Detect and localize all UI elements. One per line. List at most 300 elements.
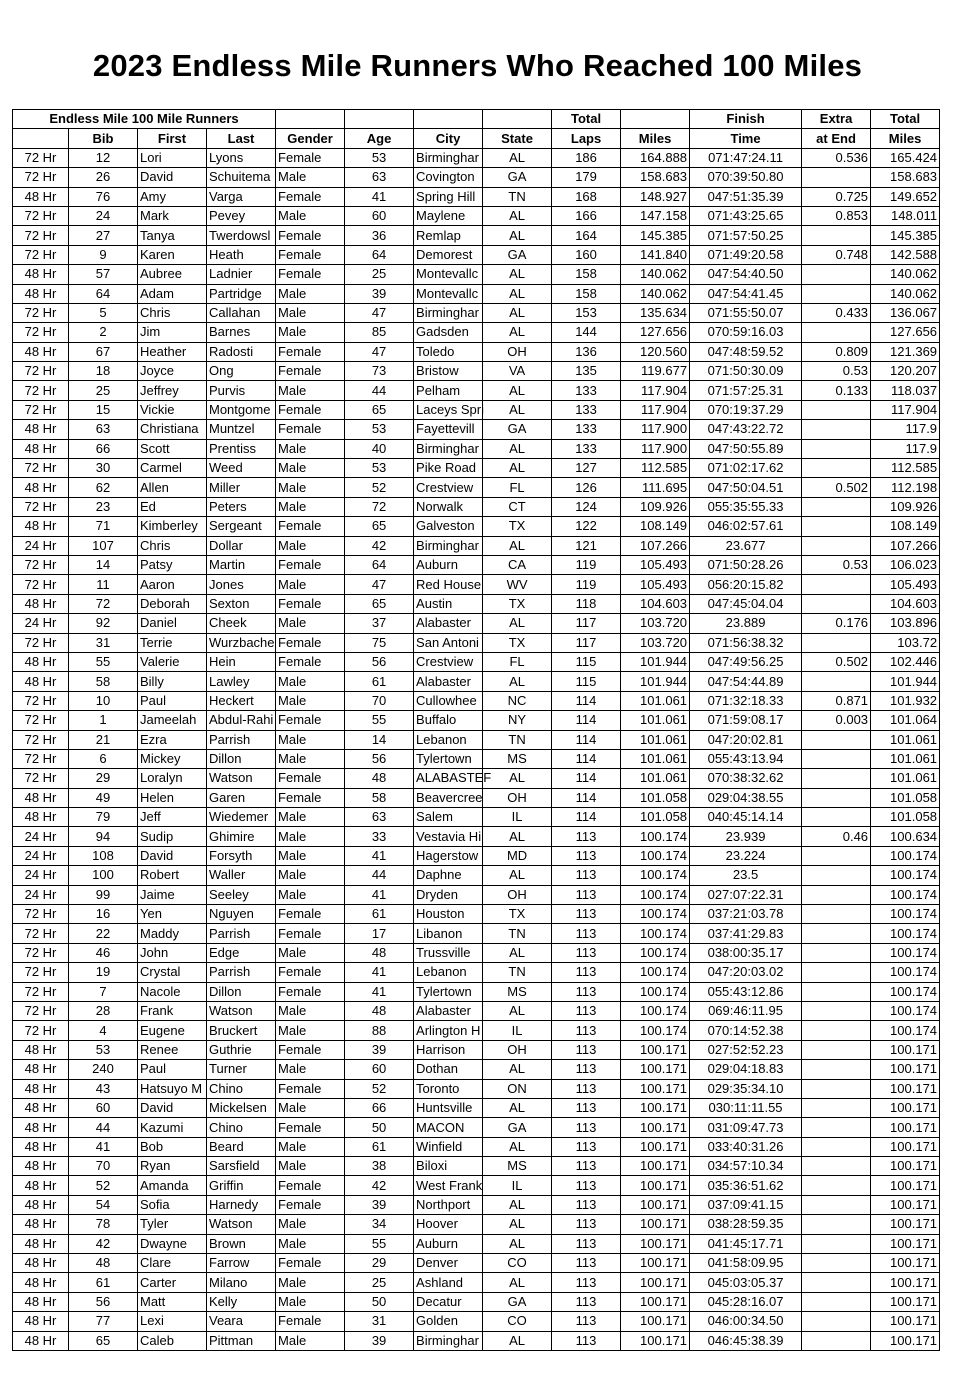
- cell-extra: [802, 963, 871, 982]
- cell-city: Alabaster: [414, 614, 483, 633]
- cell-age: 48: [345, 943, 414, 962]
- cell-city: Tylertown: [414, 749, 483, 768]
- cell-city: Cullowhee: [414, 691, 483, 710]
- cell-time: 071:50:28.26: [690, 555, 802, 574]
- cell-miles: 164.888: [621, 148, 690, 167]
- cell-first: Aaron: [138, 575, 207, 594]
- cell-first: Bob: [138, 1137, 207, 1156]
- cell-age: 39: [345, 1331, 414, 1350]
- cell-total-miles: 121.369: [871, 342, 940, 361]
- cell-laps: 113: [552, 905, 621, 924]
- table-row: [13, 439, 940, 458]
- cell-state: FL: [483, 478, 552, 497]
- cell-age: 70: [345, 691, 414, 710]
- cell-extra: [802, 265, 871, 284]
- cell-extra: [802, 1118, 871, 1137]
- cell-laps: 126: [552, 478, 621, 497]
- cell-gender: Male: [276, 439, 345, 458]
- cell-bib: 67: [69, 342, 138, 361]
- cell-bib: 100: [69, 866, 138, 885]
- cell-total-miles: 100.174: [871, 866, 940, 885]
- cell-state: AL: [483, 323, 552, 342]
- cell-first: Chris: [138, 303, 207, 322]
- table-row: [13, 459, 940, 478]
- cell-time: 047:54:44.89: [690, 672, 802, 691]
- cell-first: Carter: [138, 1273, 207, 1292]
- cell-event: 48 Hr: [13, 1060, 69, 1079]
- cell-city: Toledo: [414, 342, 483, 361]
- cell-first: Deborah: [138, 594, 207, 613]
- cell-total-miles: 117.904: [871, 400, 940, 419]
- cell-time: 047:20:03.02: [690, 963, 802, 982]
- cell-age: 41: [345, 963, 414, 982]
- cell-state: AL: [483, 226, 552, 245]
- cell-bib: 65: [69, 1331, 138, 1350]
- cell-bib: 99: [69, 885, 138, 904]
- cell-event: 72 Hr: [13, 381, 69, 400]
- cell-time: 070:14:52.38: [690, 1021, 802, 1040]
- cell-laps: 113: [552, 1021, 621, 1040]
- cell-laps: 121: [552, 536, 621, 555]
- table-header: [13, 110, 940, 149]
- table-row: [13, 866, 940, 885]
- cell-age: 53: [345, 148, 414, 167]
- cell-bib: 7: [69, 982, 138, 1001]
- cell-last: Sergeant: [207, 517, 276, 536]
- cell-event: 48 Hr: [13, 1254, 69, 1273]
- cell-extra: 0.502: [802, 478, 871, 497]
- table-row: [13, 1060, 940, 1079]
- cell-age: 85: [345, 323, 414, 342]
- cell-state: TN: [483, 924, 552, 943]
- cell-total-miles: 142.588: [871, 245, 940, 264]
- cell-gender: Male: [276, 1137, 345, 1156]
- cell-total-miles: 100.171: [871, 1079, 940, 1098]
- cell-extra: 0.133: [802, 381, 871, 400]
- cell-city: Birminghar: [414, 439, 483, 458]
- cell-laps: 113: [552, 963, 621, 982]
- cell-city: Vestavia Hi: [414, 827, 483, 846]
- cell-state: AL: [483, 400, 552, 419]
- cell-event: 72 Hr: [13, 400, 69, 419]
- cell-age: 52: [345, 1079, 414, 1098]
- cell-first: Ryan: [138, 1157, 207, 1176]
- cell-extra: [802, 905, 871, 924]
- cell-miles: 105.493: [621, 555, 690, 574]
- cell-last: Bruckert: [207, 1021, 276, 1040]
- cell-total-miles: 117.9: [871, 420, 940, 439]
- cell-event: 72 Hr: [13, 943, 69, 962]
- cell-total-miles: 100.634: [871, 827, 940, 846]
- cell-bib: 24: [69, 206, 138, 225]
- cell-age: 17: [345, 924, 414, 943]
- cell-event: 48 Hr: [13, 284, 69, 303]
- cell-bib: 21: [69, 730, 138, 749]
- cell-event: 48 Hr: [13, 1195, 69, 1214]
- cell-laps: 113: [552, 1118, 621, 1137]
- cell-bib: 6: [69, 749, 138, 768]
- cell-state: TN: [483, 187, 552, 206]
- cell-age: 38: [345, 1157, 414, 1176]
- cell-age: 55: [345, 711, 414, 730]
- cell-city: Dothan: [414, 1060, 483, 1079]
- cell-last: Peters: [207, 497, 276, 516]
- cell-time: 040:45:14.14: [690, 808, 802, 827]
- cell-city: Toronto: [414, 1079, 483, 1098]
- cell-bib: 92: [69, 614, 138, 633]
- cell-event: 72 Hr: [13, 769, 69, 788]
- cell-laps: 133: [552, 400, 621, 419]
- cell-last: Dollar: [207, 536, 276, 555]
- cell-miles: 117.900: [621, 439, 690, 458]
- cell-bib: 29: [69, 769, 138, 788]
- cell-bib: 25: [69, 381, 138, 400]
- cell-total-miles: 100.171: [871, 1137, 940, 1156]
- cell-gender: Female: [276, 963, 345, 982]
- cell-laps: 113: [552, 1273, 621, 1292]
- cell-bib: 79: [69, 808, 138, 827]
- cell-bib: 42: [69, 1234, 138, 1253]
- cell-event: 24 Hr: [13, 866, 69, 885]
- cell-city: Libanon: [414, 924, 483, 943]
- cell-time: 23.889: [690, 614, 802, 633]
- cell-miles: 100.174: [621, 1021, 690, 1040]
- cell-time: 071:47:24.11: [690, 148, 802, 167]
- cell-laps: 179: [552, 168, 621, 187]
- cell-gender: Male: [276, 866, 345, 885]
- cell-age: 47: [345, 303, 414, 322]
- cell-time: 047:45:04.04: [690, 594, 802, 613]
- cell-total-miles: 136.067: [871, 303, 940, 322]
- cell-laps: 113: [552, 1215, 621, 1234]
- cell-miles: 112.585: [621, 459, 690, 478]
- cell-age: 72: [345, 497, 414, 516]
- cell-miles: 100.171: [621, 1157, 690, 1176]
- cell-miles: 101.061: [621, 769, 690, 788]
- cell-state: TX: [483, 594, 552, 613]
- table-row: [13, 924, 940, 943]
- cell-extra: [802, 459, 871, 478]
- cell-age: 56: [345, 749, 414, 768]
- cell-miles: 117.904: [621, 400, 690, 419]
- cell-city: Birminghar: [414, 148, 483, 167]
- cell-extra: [802, 1001, 871, 1020]
- cell-laps: 127: [552, 459, 621, 478]
- table-row: [13, 400, 940, 419]
- cell-state: AL: [483, 459, 552, 478]
- table-row: [13, 555, 940, 574]
- table-row: [13, 1254, 940, 1273]
- cell-city: Montevallc: [414, 284, 483, 303]
- cell-gender: Female: [276, 982, 345, 1001]
- cell-event: 72 Hr: [13, 555, 69, 574]
- cell-miles: 101.944: [621, 652, 690, 671]
- cell-bib: 61: [69, 1273, 138, 1292]
- cell-laps: 113: [552, 1137, 621, 1156]
- cell-first: Hatsuyo M: [138, 1079, 207, 1098]
- cell-laps: 113: [552, 1098, 621, 1117]
- cell-total-miles: 101.058: [871, 788, 940, 807]
- cell-state: GA: [483, 245, 552, 264]
- cell-age: 53: [345, 420, 414, 439]
- cell-extra: [802, 924, 871, 943]
- cell-city: Biloxi: [414, 1157, 483, 1176]
- cell-city: Austin: [414, 594, 483, 613]
- cell-time: 033:40:31.26: [690, 1137, 802, 1156]
- cell-bib: 19: [69, 963, 138, 982]
- cell-last: Waller: [207, 866, 276, 885]
- cell-extra: [802, 1040, 871, 1059]
- header-extra: at End: [802, 129, 871, 148]
- cell-event: 72 Hr: [13, 226, 69, 245]
- cell-gender: Female: [276, 1312, 345, 1331]
- cell-miles: 100.174: [621, 943, 690, 962]
- cell-age: 88: [345, 1021, 414, 1040]
- cell-state: OH: [483, 788, 552, 807]
- cell-first: Yen: [138, 905, 207, 924]
- cell-total-miles: 100.171: [871, 1312, 940, 1331]
- cell-state: AL: [483, 614, 552, 633]
- table-row: [13, 1098, 940, 1117]
- cell-laps: 133: [552, 420, 621, 439]
- cell-event: 72 Hr: [13, 497, 69, 516]
- cell-gender: Female: [276, 788, 345, 807]
- cell-state: AL: [483, 148, 552, 167]
- cell-last: Purvis: [207, 381, 276, 400]
- table-row: [13, 1195, 940, 1214]
- cell-total-miles: 118.037: [871, 381, 940, 400]
- cell-last: Weed: [207, 459, 276, 478]
- cell-gender: Female: [276, 594, 345, 613]
- cell-state: IL: [483, 1176, 552, 1195]
- cell-extra: [802, 982, 871, 1001]
- cell-state: AL: [483, 439, 552, 458]
- cell-bib: 16: [69, 905, 138, 924]
- cell-laps: 113: [552, 885, 621, 904]
- cell-laps: 113: [552, 1157, 621, 1176]
- cell-age: 39: [345, 284, 414, 303]
- cell-miles: 120.560: [621, 342, 690, 361]
- cell-extra: [802, 1098, 871, 1117]
- cell-extra: [802, 226, 871, 245]
- cell-laps: 186: [552, 148, 621, 167]
- cell-gender: Male: [276, 943, 345, 962]
- cell-total-miles: 103.896: [871, 614, 940, 633]
- cell-last: Parrish: [207, 963, 276, 982]
- cell-bib: 26: [69, 168, 138, 187]
- cell-gender: Female: [276, 1079, 345, 1098]
- cell-state: IL: [483, 808, 552, 827]
- cell-miles: 100.174: [621, 846, 690, 865]
- cell-bib: 1: [69, 711, 138, 730]
- cell-laps: 113: [552, 866, 621, 885]
- cell-city: Arlington H: [414, 1021, 483, 1040]
- cell-total-miles: 105.493: [871, 575, 940, 594]
- cell-laps: 133: [552, 381, 621, 400]
- cell-last: Pevey: [207, 206, 276, 225]
- cell-state: AL: [483, 206, 552, 225]
- cell-laps: 113: [552, 1292, 621, 1311]
- cell-last: Martin: [207, 555, 276, 574]
- cell-last: Ladnier: [207, 265, 276, 284]
- cell-age: 29: [345, 1254, 414, 1273]
- cell-extra: 0.46: [802, 827, 871, 846]
- cell-state: OH: [483, 885, 552, 904]
- cell-gender: Male: [276, 478, 345, 497]
- cell-event: 72 Hr: [13, 1001, 69, 1020]
- cell-extra: 0.176: [802, 614, 871, 633]
- cell-state: GA: [483, 168, 552, 187]
- cell-age: 34: [345, 1215, 414, 1234]
- cell-bib: 56: [69, 1292, 138, 1311]
- cell-gender: Female: [276, 362, 345, 381]
- cell-age: 31: [345, 1312, 414, 1331]
- cell-time: 23.677: [690, 536, 802, 555]
- header-age: Age: [345, 129, 414, 148]
- cell-event: 72 Hr: [13, 982, 69, 1001]
- cell-time: 046:00:34.50: [690, 1312, 802, 1331]
- cell-total-miles: 100.174: [871, 1001, 940, 1020]
- cell-first: Amanda: [138, 1176, 207, 1195]
- cell-age: 47: [345, 575, 414, 594]
- cell-age: 41: [345, 982, 414, 1001]
- header-row-bottom: [13, 129, 940, 148]
- cell-state: AL: [483, 1001, 552, 1020]
- cell-state: AL: [483, 381, 552, 400]
- cell-gender: Male: [276, 808, 345, 827]
- cell-gender: Female: [276, 1195, 345, 1214]
- cell-bib: 55: [69, 652, 138, 671]
- cell-age: 55: [345, 1234, 414, 1253]
- page-title: 2023 Endless Mile Runners Who Reached 100 Miles: [92, 48, 863, 83]
- header-laps: Laps: [552, 129, 621, 148]
- cell-bib: 12: [69, 148, 138, 167]
- cell-event: 48 Hr: [13, 594, 69, 613]
- cell-last: Miller: [207, 478, 276, 497]
- cell-state: AL: [483, 1215, 552, 1234]
- cell-last: Schuitema: [207, 168, 276, 187]
- cell-gender: Female: [276, 555, 345, 574]
- cell-bib: 4: [69, 1021, 138, 1040]
- cell-time: 047:50:04.51: [690, 478, 802, 497]
- cell-last: Partridge: [207, 284, 276, 303]
- cell-event: 48 Hr: [13, 1215, 69, 1234]
- cell-total-miles: 117.9: [871, 439, 940, 458]
- cell-age: 42: [345, 1176, 414, 1195]
- cell-total-miles: 100.171: [871, 1098, 940, 1117]
- cell-bib: 31: [69, 633, 138, 652]
- cell-laps: 164: [552, 226, 621, 245]
- cell-state: AL: [483, 303, 552, 322]
- cell-state: MD: [483, 846, 552, 865]
- cell-miles: 100.174: [621, 885, 690, 904]
- cell-miles: 103.720: [621, 614, 690, 633]
- cell-first: Karen: [138, 245, 207, 264]
- table-row: [13, 381, 940, 400]
- cell-state: GA: [483, 420, 552, 439]
- cell-event: 48 Hr: [13, 1137, 69, 1156]
- cell-extra: [802, 1292, 871, 1311]
- table-row: [13, 265, 940, 284]
- cell-first: Christiana: [138, 420, 207, 439]
- cell-time: 046:45:38.39: [690, 1331, 802, 1350]
- cell-first: Kazumi: [138, 1118, 207, 1137]
- cell-time: 034:57:10.34: [690, 1157, 802, 1176]
- table-row: [13, 497, 940, 516]
- cell-bib: 27: [69, 226, 138, 245]
- cell-event: 72 Hr: [13, 1021, 69, 1040]
- table-row: [13, 943, 940, 962]
- cell-gender: Female: [276, 187, 345, 206]
- cell-laps: 133: [552, 439, 621, 458]
- cell-extra: [802, 749, 871, 768]
- cell-last: Watson: [207, 769, 276, 788]
- cell-first: Daniel: [138, 614, 207, 633]
- cell-city: Beavercree: [414, 788, 483, 807]
- cell-extra: 0.53: [802, 555, 871, 574]
- table-row: [13, 827, 940, 846]
- cell-bib: 108: [69, 846, 138, 865]
- cell-miles: 140.062: [621, 284, 690, 303]
- cell-time: 055:43:12.86: [690, 982, 802, 1001]
- cell-extra: [802, 943, 871, 962]
- cell-miles: 101.061: [621, 749, 690, 768]
- cell-event: 48 Hr: [13, 439, 69, 458]
- cell-last: Wiedemer: [207, 808, 276, 827]
- cell-state: GA: [483, 1118, 552, 1137]
- cell-extra: [802, 730, 871, 749]
- cell-miles: 101.061: [621, 691, 690, 710]
- cell-first: Paul: [138, 691, 207, 710]
- cell-age: 36: [345, 226, 414, 245]
- cell-miles: 100.174: [621, 1001, 690, 1020]
- cell-miles: 100.171: [621, 1292, 690, 1311]
- table-row: [13, 362, 940, 381]
- table-row: [13, 691, 940, 710]
- cell-state: CA: [483, 555, 552, 574]
- cell-miles: 100.171: [621, 1195, 690, 1214]
- table-row: [13, 342, 940, 361]
- cell-age: 65: [345, 517, 414, 536]
- cell-time: 071:02:17.62: [690, 459, 802, 478]
- cell-time: 031:09:47.73: [690, 1118, 802, 1137]
- table-row: [13, 652, 940, 671]
- cell-time: 046:02:57.61: [690, 517, 802, 536]
- table-row: [13, 1215, 940, 1234]
- table-row: [13, 885, 940, 904]
- cell-laps: 113: [552, 943, 621, 962]
- cell-gender: Male: [276, 206, 345, 225]
- cell-state: AL: [483, 1273, 552, 1292]
- cell-time: 029:04:38.55: [690, 788, 802, 807]
- cell-age: 39: [345, 1040, 414, 1059]
- cell-miles: 119.677: [621, 362, 690, 381]
- cell-first: Paul: [138, 1060, 207, 1079]
- cell-event: 48 Hr: [13, 652, 69, 671]
- cell-laps: 117: [552, 633, 621, 652]
- cell-first: Frank: [138, 1001, 207, 1020]
- table-row: [13, 672, 940, 691]
- cell-bib: 52: [69, 1176, 138, 1195]
- cell-first: Chris: [138, 536, 207, 555]
- cell-last: Nguyen: [207, 905, 276, 924]
- cell-bib: 28: [69, 1001, 138, 1020]
- table-row: [13, 1331, 940, 1350]
- cell-age: 14: [345, 730, 414, 749]
- cell-city: West Frank: [414, 1176, 483, 1195]
- cell-age: 58: [345, 788, 414, 807]
- cell-age: 40: [345, 439, 414, 458]
